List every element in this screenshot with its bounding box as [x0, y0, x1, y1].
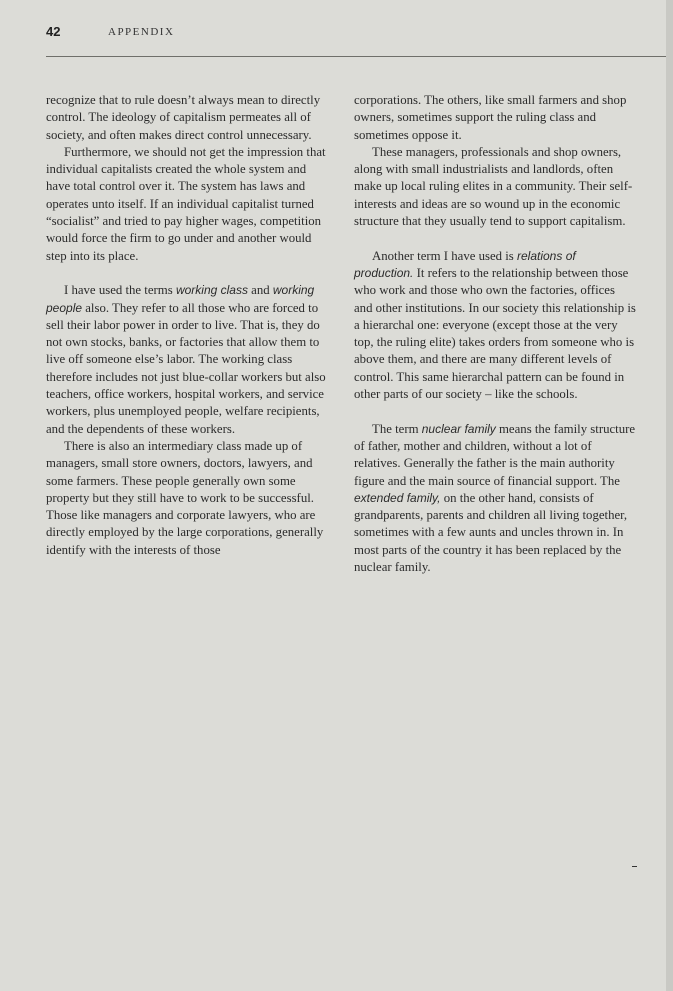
left-paragraph-1: recognize that to rule doesn’t always mean to directly control. The ideology of capitalism permeates all of society, and often makes direct control unnecessary. — [46, 93, 321, 142]
text-span: The term — [372, 421, 422, 436]
right-paragraph-1: corporations. The others, like small farmers and shop owners, sometimes support the ruling class and sometimes oppose it. — [354, 93, 627, 142]
text-span: means the family structure of father, mother and children, without a lot of relatives. Generally the father is the main authority figure and the main source of financial support. The — [354, 421, 636, 488]
running-head: APPENDIX — [108, 26, 175, 38]
term-relations-of-production: relations of production. — [354, 248, 576, 280]
text-span: It refers to the relationship between those who work and those who own the factories, offices and other institutions. In our society this relationship is a hierarchal one: everyone (except those at the very top, the ruling elite) takes orders from someone who is above them, and there are many different levels of control. This same hierarchal pattern can be found in other parts of our society – like the schools. — [354, 265, 636, 402]
term-working-class: working class — [175, 283, 248, 298]
text-span: and — [247, 283, 273, 298]
left-paragraph-3 — [46, 282, 328, 438]
text-span: Another term I have used is — [372, 248, 517, 263]
page-header — [46, 24, 666, 54]
term-working-people: working people — [46, 283, 315, 315]
page-edge — [666, 0, 673, 991]
header-rule — [46, 56, 666, 57]
right-paragraph-2: These managers, professionals and shop owners, along with small industrialists and landlords, often make up local ruling elites in a community. Their self-interests and ideas are so wound up in the economic structure that they usually tend to support capitalism. — [354, 144, 633, 229]
right-paragraph-3 — [354, 248, 636, 404]
term-extended-family: extended family, — [354, 490, 441, 505]
page-number: 42 — [46, 24, 61, 39]
text-span: I have used the terms — [64, 283, 176, 298]
left-paragraph-2: Furthermore, we should not get the impression that individual capitalists created the whole system and have total control over it. The system has laws and operates unto itself. If an individual capitalist turned “socialist” and tried to pay higher wages, competition would force the firm to go under and another would step into its place. — [46, 144, 326, 263]
right-paragraph-4 — [354, 421, 636, 577]
text-span: on the other hand, consists of grandparents, parents and children all living together, sometimes with a few aunts and uncles thrown in. In most parts of the country it has been replaced by the nuclear family. — [354, 490, 628, 575]
left-column — [46, 92, 328, 559]
term-nuclear-family: nuclear family — [421, 421, 496, 436]
right-column — [354, 92, 636, 576]
stray-ink-mark — [632, 866, 637, 867]
text-span: also. They refer to all those who are forced to sell their labor power in order to live. That is, they do not own stocks, banks, or factories that allow them to live off someone else’s labor. The working class therefore includes not just blue-collar workers but also teachers, office workers, hospital workers, and service workers, plus unemployed people, welfare recipients, and the dependents of these workers. — [46, 300, 326, 436]
left-paragraph-4: There is also an intermediary class made up of managers, small store owners, doctors, lawyers, and some farmers. These people generally own some property but they still have to work to be successful. Those like managers and corporate lawyers, who are directly employed by the large corporations, generally identify with the interests of those — [46, 438, 324, 557]
